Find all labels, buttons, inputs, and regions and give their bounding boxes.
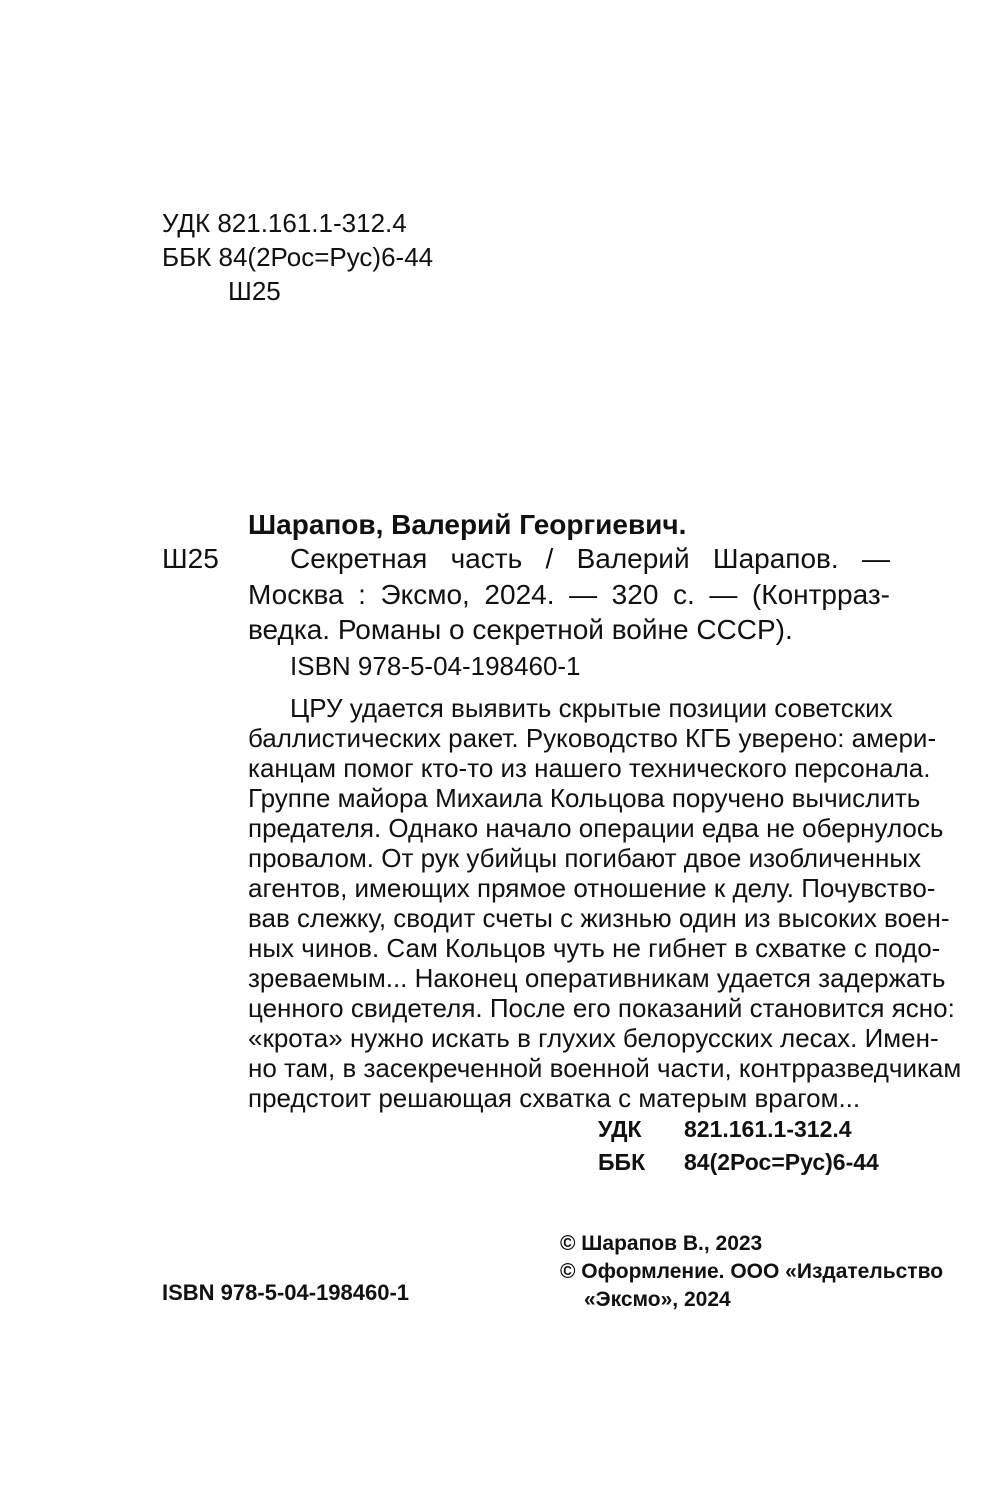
entry-line-3: ведка. Романы о секретной войне СССР). <box>248 614 793 645</box>
bbk-label: ББК <box>598 1149 646 1175</box>
entry-author: Шарапов, Валерий Георгиевич. <box>248 509 687 540</box>
description-line: предстоит решающая схватка с матерым врагом... <box>248 1083 861 1113</box>
classification-bbk <box>598 1149 900 1182</box>
description-line: баллистических ракет. Руководство КГБ уверено: амери- <box>248 723 937 753</box>
description-line: ных чинов. Сам Кольцов чуть не гибнет в схватке с подо- <box>248 933 941 963</box>
copyright-design-1: © Оформление. ООО «Издательство <box>560 1260 944 1283</box>
entry-line-1: Секретная часть / Валерий Шарапов. — <box>290 543 890 574</box>
description-line: предателя. Однако начало операции едва не обернулось <box>248 813 944 843</box>
entry-mark: Ш25 <box>162 543 219 574</box>
copyright-block <box>560 1232 943 1316</box>
description-line: провалом. От рук убийцы погибают двое изобличенных <box>248 843 922 873</box>
description-line: но там, в засекреченной военной части, контрразведчикам <box>248 1053 962 1083</box>
footer-isbn: ISBN 978-5-04-198460-1 <box>162 1280 410 1305</box>
header-udk: УДК 821.161.1-312.4 <box>162 208 407 238</box>
udk-value: 821.161.1-312.4 <box>684 1116 852 1142</box>
description-line: Группе майора Михаила Кольцова поручено вычислить <box>248 783 921 813</box>
copyright-design-2: «Эксмо», 2024 <box>584 1288 731 1311</box>
description-line: «крота» нужно искать в глухих белорусских лесах. Имен- <box>248 1023 939 1053</box>
classification-block <box>598 1116 900 1182</box>
udk-label: УДК <box>598 1116 642 1142</box>
header-author-mark: Ш25 <box>228 276 281 306</box>
bbk-value: 84(2Рос=Рус)6-44 <box>684 1149 879 1175</box>
description-line: ценного свидетеля. После его показаний становится ясно: <box>248 993 955 1023</box>
classification-udk <box>598 1116 900 1149</box>
description-line: канцам помог кто-то из нашего технического персонала. <box>248 753 931 783</box>
description-line: агентов, имеющих прямое отношение к делу. Почувство- <box>248 873 936 903</box>
entry-line-2: Москва : Эксмо, 2024. — 320 с. — (Контрраз- <box>248 579 890 610</box>
header-bbk: ББК 84(2Рос=Рус)6-44 <box>162 242 434 272</box>
description-line: зреваемым... Наконец оперативникам удается задержать <box>248 963 946 993</box>
description-line: ЦРУ удается выявить скрытые позиции советских <box>290 693 893 723</box>
description-line: вав слежку, сводит счеты с жизнью один из высоких воен- <box>248 903 950 933</box>
entry-isbn: ISBN 978-5-04-198460-1 <box>290 651 581 681</box>
copyright-author: © Шарапов В., 2023 <box>560 1232 763 1255</box>
